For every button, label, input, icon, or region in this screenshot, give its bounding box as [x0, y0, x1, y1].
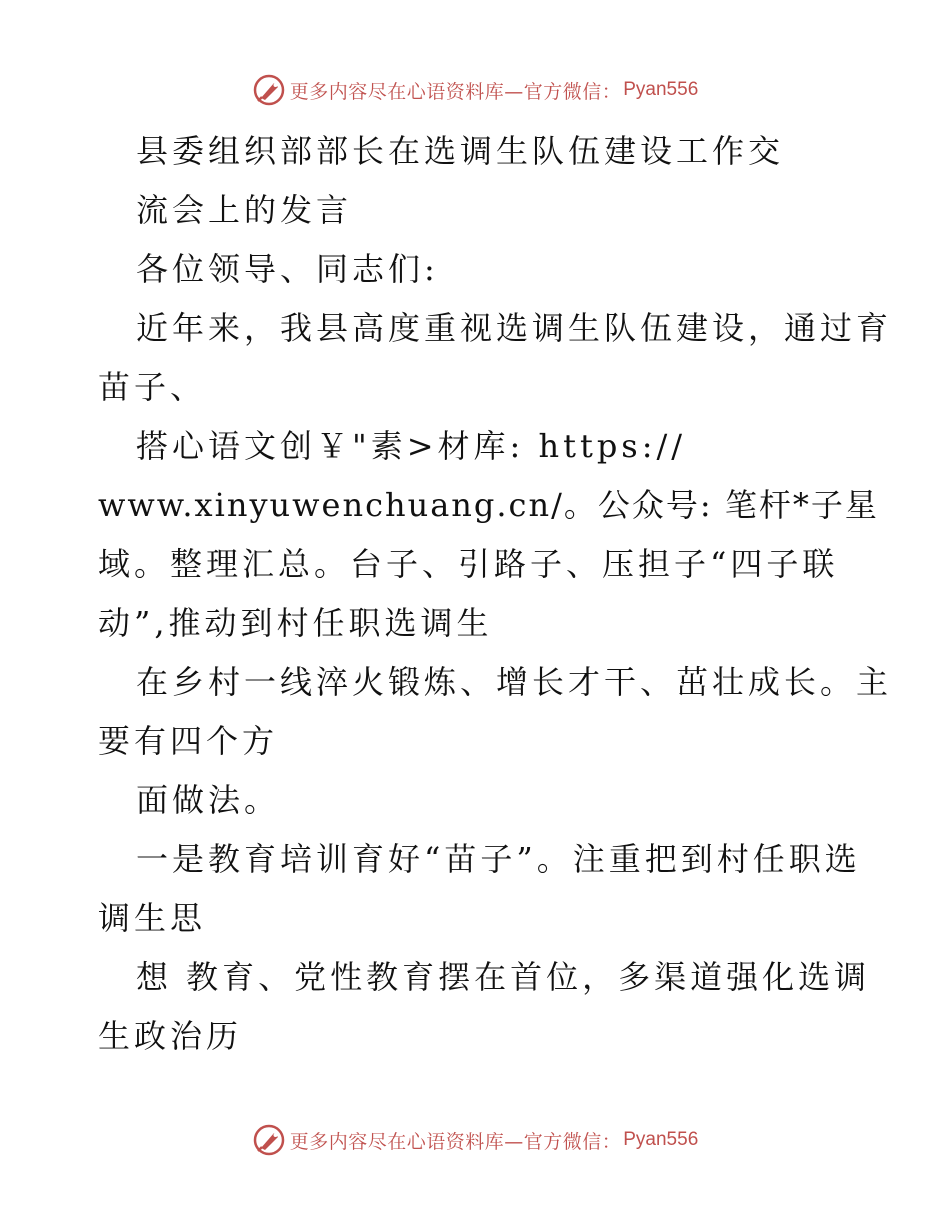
text-line: 要有四个方: [98, 722, 279, 760]
text-line: www.xinyuwenchuang.cn/。公众号: 笔杆*子星: [98, 486, 879, 524]
header-banner-text: 更多内容尽在心语资料库—官方微信：: [289, 80, 622, 103]
text-line: 县委组织部部长在选调生队伍建设工作交: [136, 132, 785, 170]
pen-nib-logo-icon: [252, 73, 286, 107]
footer-banner: [0, 1120, 950, 1160]
text-line: 动”,推动到村任职选调生: [98, 604, 493, 642]
text-line: 调生思: [98, 899, 207, 937]
text-line: 面做法。: [136, 781, 281, 819]
footer-banner-handle: Pyan556: [623, 1129, 699, 1150]
text-line: 一是教育培训育好“苗子”。注重把到村任职选: [136, 840, 861, 878]
text-line: 流会上的发言: [136, 191, 353, 229]
header-banner: [0, 70, 950, 110]
text-line: 生政治历: [98, 1017, 243, 1055]
text-line: 在乡村一线淬火锻炼、增长才干、茁壮成长。主: [136, 663, 893, 701]
text-line: 各位领导、同志们:: [136, 250, 439, 288]
footer-banner-text: 更多内容尽在心语资料库—官方微信：: [289, 1130, 622, 1153]
text-line: 域。整理汇总。台子、引路子、压担子“四子联: [98, 545, 839, 583]
text-line: 想 教育、党性教育摆在首位，多渠道强化选调: [136, 958, 871, 996]
text-line: 苗子、: [98, 368, 207, 406]
document-body: [98, 122, 893, 1066]
header-banner-handle: Pyan556: [623, 79, 699, 100]
text-line: 近年来，我县高度重视选调生队伍建设，通过育: [136, 309, 893, 347]
pen-nib-logo-icon: [252, 1123, 286, 1157]
text-line: 搭心语文创￥"素>材库: https://: [136, 427, 687, 465]
